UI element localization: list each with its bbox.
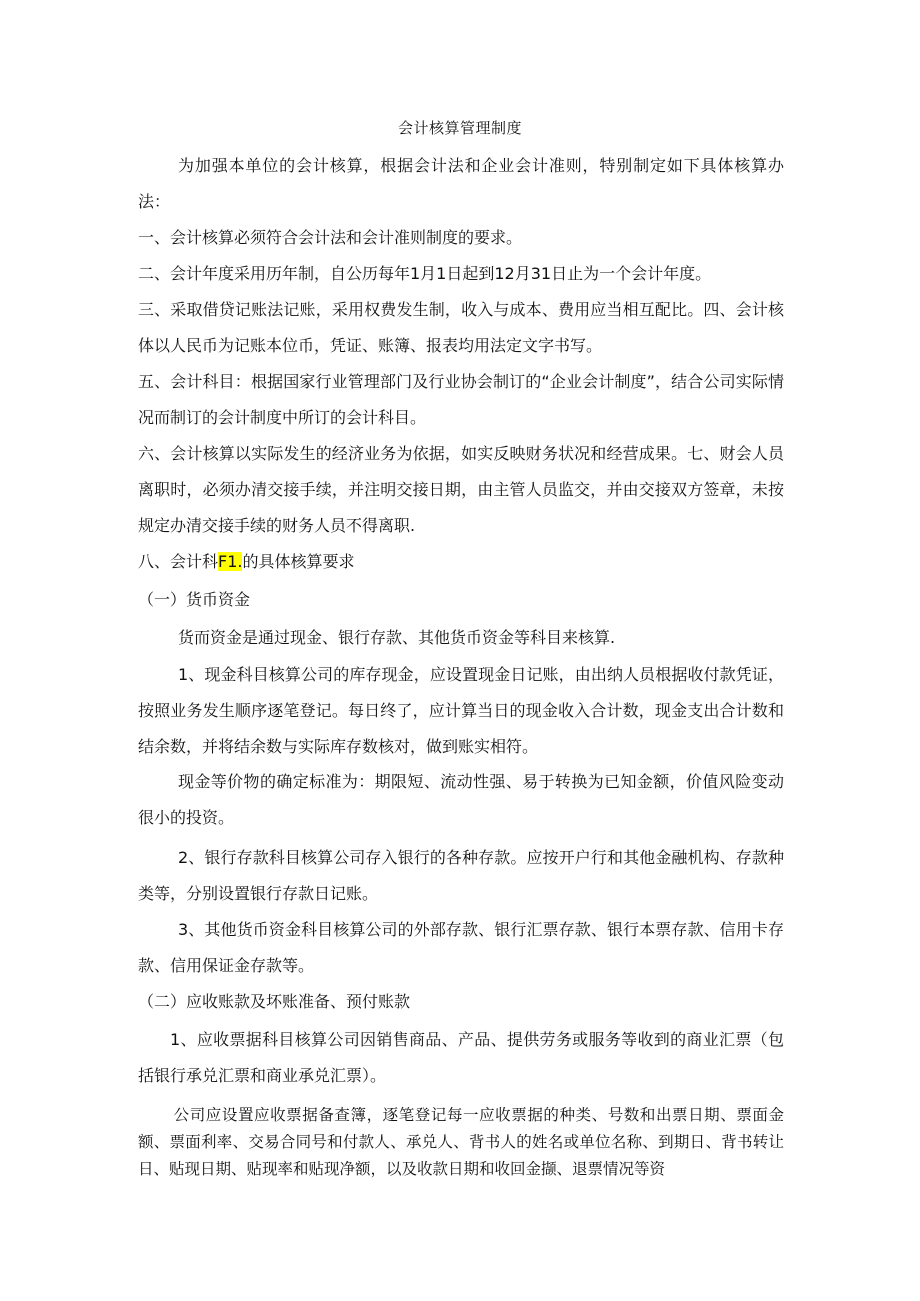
- intro-paragraph: 为加强本单位的会计核算，根据会计法和企业会计准则，特别制定如下具体核算办法：: [138, 156, 784, 211]
- document-title: 会计核算管理制度: [397, 119, 522, 137]
- clause-2: 二、会计年度采用历年制，自公历每年1月1日起到12月31日止为一个会计年度。: [138, 264, 712, 283]
- highlighted-text: F1.: [218, 552, 243, 571]
- bank-deposit-paragraph: 2、银行存款科目核算公司存入银行的各种存款。应按开户行和其他金融机构、存款种类等，分别设置银行存款日记账。: [138, 848, 784, 903]
- clause-3-4: 三、采取借贷记账法记账，采用权费发生制，收入与成本、费用应当相互配比。四、会计核体以人民币为记账本位币，凭证、账簿、报表均用法定文字书写。: [138, 300, 784, 355]
- clause-8: [138, 544, 784, 580]
- section-1-intro: 货而资金是通过现金、银行存款、其他货币资金等科目来核算.: [178, 628, 616, 647]
- clause-6-7: 六、会计核算以实际发生的经济业务为依据，如实反映财务状况和经营成果。七、财会人员离职时，必须办清交接手续，并注明交接日期，由主管人员监交，并由交接双方签章，未按规定办清交接手续的财务人员不得离职.: [138, 444, 784, 535]
- other-funds-paragraph: 3、其他货币资金科目核算公司的外部存款、银行汇票存款、银行本票存款、信用卡存款、信用保证金存款等。: [138, 920, 784, 975]
- notes-register-paragraph: 公司应设置应收票据备查簿，逐笔登记每一应收票据的种类、号数和出票日期、票面金额、票面利率、交易合同号和付款人、承兑人、背书人的姓名或单位名称、到期日、背书转让日、贴现日期、贴现率和贴现净额，以及收款日期和收回金撷、退票情况等资: [138, 1106, 784, 1178]
- clause-5: 五、会计科目：根据国家行业管理部门及行业协会制订的“企业会计制度”，结合公司实际情况而制订的会计制度中所订的会计科目。: [138, 372, 784, 427]
- cash-account-paragraph: 1、现金科目核算公司的库存现金，应设置现金日记账，由出纳人员根据收付款凭证，按照业务发生顺序逐笔登记。每日终了，应计算当日的现金收入合计数，现金支出合计数和结余数，并将结余数与实际库存数核对，做到账实相符。: [138, 665, 784, 756]
- notes-receivable-paragraph: 1、应收票据科目核算公司因销售商品、产品、提供劳务或服务等收到的商业汇票（包括银行承兑汇票和商业承兑汇票）。: [138, 1030, 784, 1085]
- section-1-heading: （一）货币资金: [138, 590, 251, 609]
- clause-8-suffix: 的具体核算要求: [242, 552, 355, 571]
- clause-8-prefix: 八、会计科: [138, 552, 219, 571]
- cash-equivalent-paragraph: 现金等价物的确定标准为：期限短、流动性强、易于转换为已知金额，价值风险变动很小的投资。: [138, 772, 784, 827]
- section-2-heading: （二）应收账款及坏账准备、预付账款: [138, 992, 411, 1011]
- clause-1: 一、会计核算必须符合会计法和会计准则制度的要求。: [138, 228, 523, 247]
